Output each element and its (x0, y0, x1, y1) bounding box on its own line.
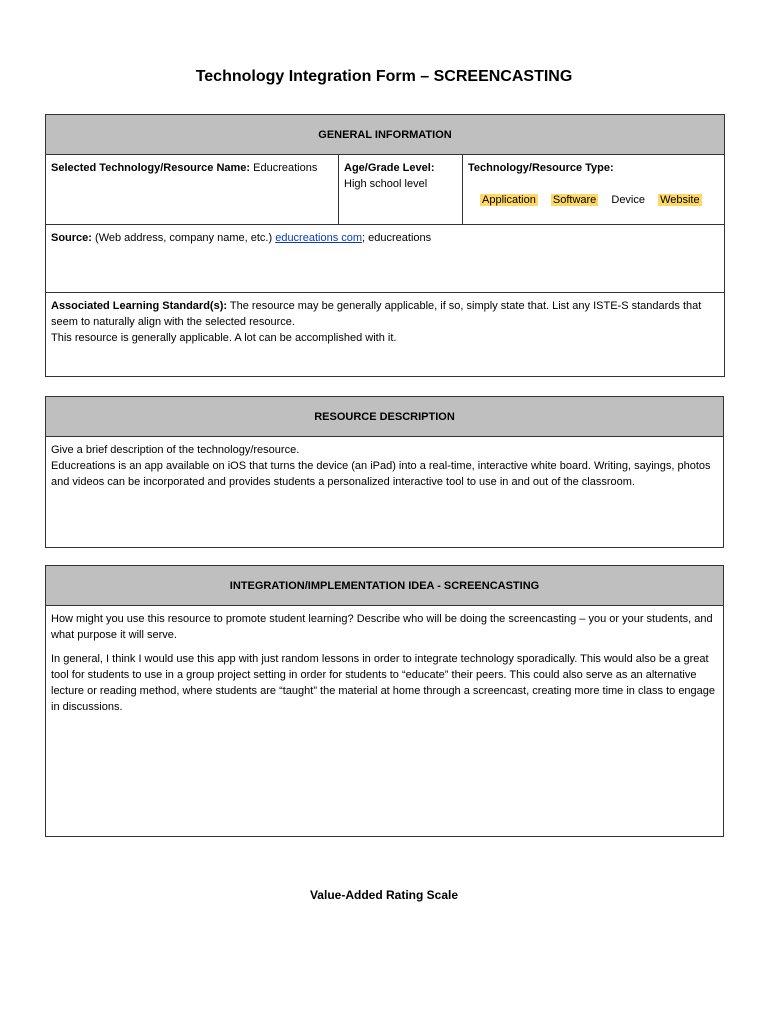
general-information-header: GENERAL INFORMATION (46, 115, 725, 155)
description-prompt: Give a brief description of the technology/resource. (51, 444, 300, 456)
source-label: Source: (51, 232, 92, 244)
type-option-software: Software (552, 194, 597, 206)
source-rest: ; educreations (362, 232, 432, 244)
integration-table (45, 565, 724, 837)
tech-name-label: Selected Technology/Resource Name: (51, 162, 251, 174)
tech-name-cell (46, 155, 339, 225)
type-option-application: Application (482, 194, 536, 206)
learning-standards-cell (46, 293, 725, 377)
source-link[interactable]: educreations com (275, 232, 363, 244)
standards-answer: This resource is generally applicable. A lot can be accomplished with it. (51, 332, 397, 344)
resource-type-options (468, 192, 719, 208)
resource-description-table (45, 396, 724, 548)
page-title: Technology Integration Form – SCREENCASTING (195, 68, 573, 85)
general-information-table (45, 114, 725, 377)
resource-description-cell (46, 437, 724, 548)
resource-type-cell (463, 155, 725, 225)
rating-scale-title: Value-Added Rating Scale (309, 888, 459, 902)
age-grade-label: Age/Grade Level: (344, 162, 435, 174)
source-cell (46, 225, 725, 293)
age-grade-cell (339, 155, 463, 225)
integration-answer: In general, I think I would use this app with just random lessons in order to integrate technology sporadically. This would also be a great tool for students to use in a group project setting in order for students to “educate” their peers. This could also serve as an alternative lecture or reading method, where students are “taught” the material at home through a screencast, creating more time in class to engage in discussions. (51, 653, 716, 713)
standards-label: Associated Learning Standard(s): (51, 300, 228, 312)
age-grade-value: High school level (344, 178, 428, 190)
resource-description-header: RESOURCE DESCRIPTION (46, 397, 724, 437)
source-hint: (Web address, company name, etc.) (95, 232, 273, 244)
integration-prompt: How might you use this resource to promote student learning? Describe who will be doing the screencasting – you or your students, and what purpose it will serve. (51, 613, 713, 641)
resource-type-label: Technology/Resource Type: (468, 162, 614, 174)
integration-header: INTEGRATION/IMPLEMENTATION IDEA - SCREENCASTING (46, 566, 724, 606)
integration-cell (46, 606, 724, 837)
type-option-device: Device (611, 194, 645, 206)
description-answer: Educreations is an app available on iOS that turns the device (an iPad) into a real-time, interactive white board. Writing, sayings, photos and videos can be incorporated and provides students a personalized interactive tool to use in and out of the classroom. (51, 460, 711, 488)
type-option-website: Website (660, 194, 700, 206)
tech-name-value: Educreations (253, 162, 318, 174)
standards-prompt: The resource may be generally applicable, if so, simply state that. List any ISTE-S standards that seem to naturally align with the selected resource. (51, 300, 702, 328)
